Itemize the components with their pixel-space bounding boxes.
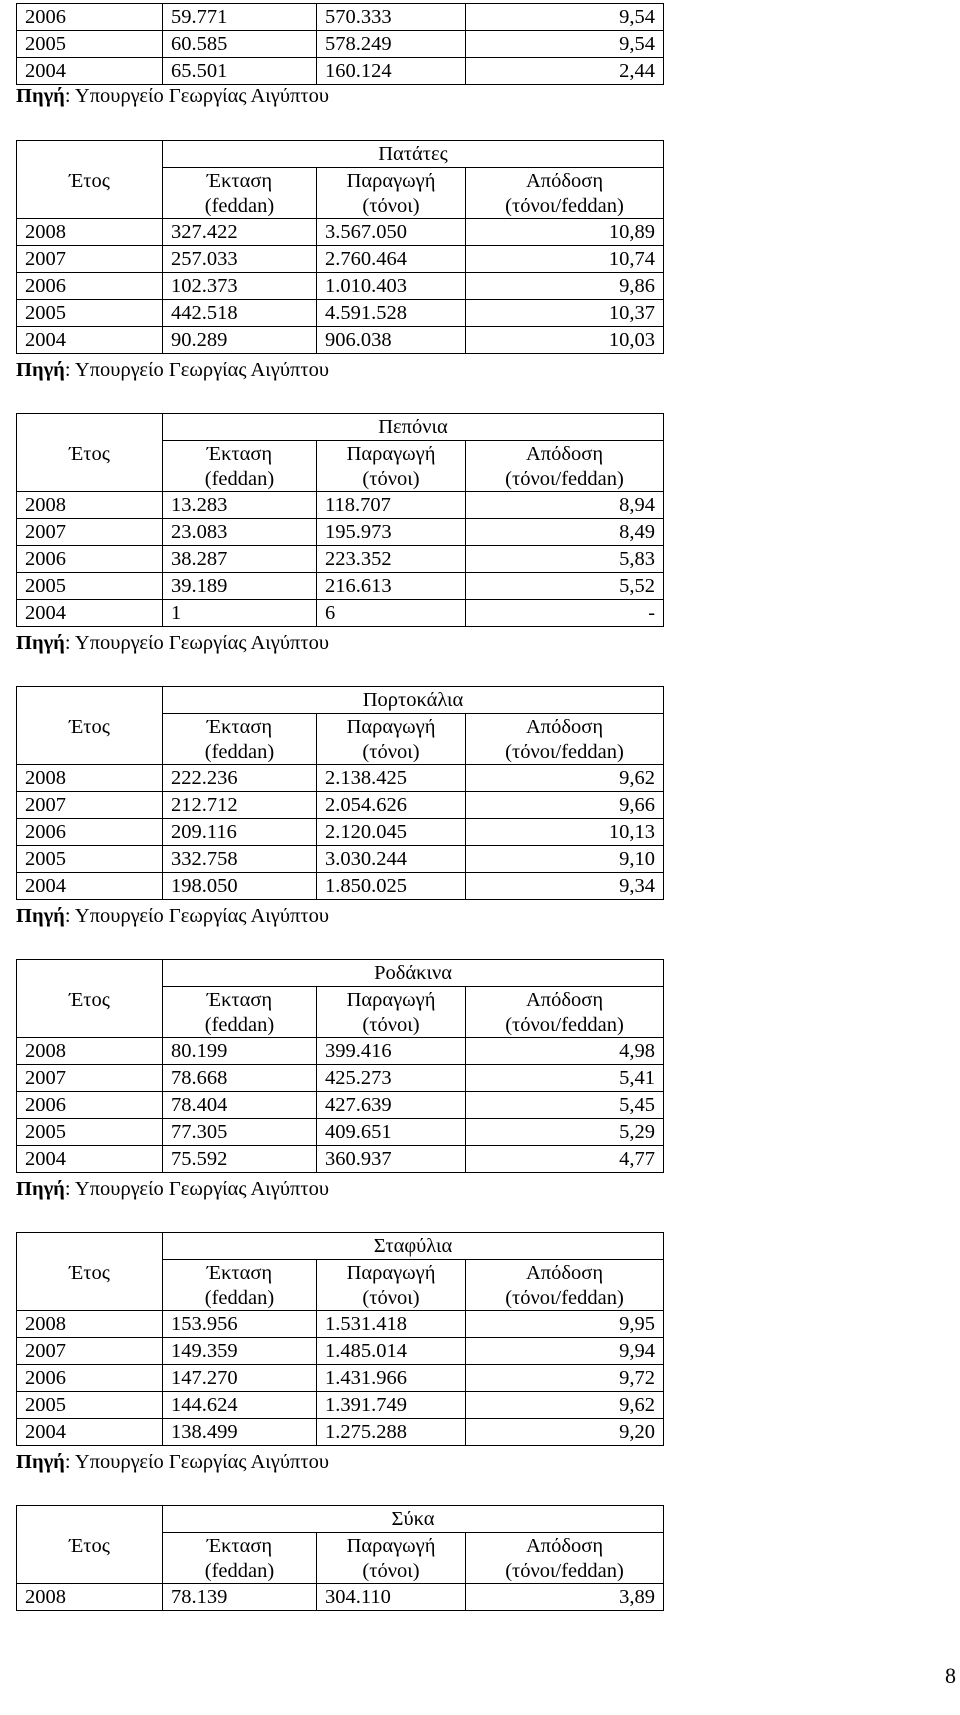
year-header-label: Έτος (69, 988, 110, 1011)
table-row (17, 300, 664, 327)
yield-header-line2: (τόνοι/feddan) (505, 468, 624, 490)
area-header (163, 168, 317, 219)
area-cell: 78.139 (163, 1584, 317, 1611)
production-cell: 1.010.403 (317, 273, 466, 300)
table-row (17, 1365, 664, 1392)
area-cell: 222.236 (163, 765, 317, 792)
yield-cell: 10,13 (466, 819, 664, 846)
empty-cell (17, 1506, 163, 1533)
header-row (17, 1260, 664, 1311)
area-header-line1: Έκταση (206, 443, 273, 465)
production-header (317, 1260, 466, 1311)
year-cell: 2005 (17, 1392, 163, 1419)
area-cell: 13.283 (163, 492, 317, 519)
table-row (17, 327, 664, 354)
year-cell: 2007 (17, 1338, 163, 1365)
year-header (17, 987, 163, 1038)
yield-cell: 9,62 (466, 1392, 664, 1419)
table-row (17, 873, 664, 900)
area-cell: 77.305 (163, 1119, 317, 1146)
production-header-line1: Παραγωγή (346, 443, 436, 465)
table-row (17, 273, 664, 300)
area-header-line1: Έκταση (206, 1535, 273, 1557)
production-header (317, 714, 466, 765)
production-cell: 906.038 (317, 327, 466, 354)
production-cell: 118.707 (317, 492, 466, 519)
table-row (17, 219, 664, 246)
area-header-line1: Έκταση (206, 716, 273, 738)
area-cell: 65.501 (163, 58, 317, 85)
year-cell: 2005 (17, 1119, 163, 1146)
source-label: Πηγή (16, 1451, 65, 1473)
table-row (17, 546, 664, 573)
yield-cell: 9,10 (466, 846, 664, 873)
yield-header (466, 441, 664, 492)
production-cell: 6 (317, 600, 466, 627)
crop-title-row (17, 141, 664, 168)
crop-table (16, 686, 664, 900)
yield-cell: 9,94 (466, 1338, 664, 1365)
production-cell: 304.110 (317, 1584, 466, 1611)
crop-table (16, 959, 664, 1173)
year-cell: 2006 (17, 4, 163, 31)
area-header (163, 1533, 317, 1584)
yield-cell: 9,20 (466, 1419, 664, 1446)
area-cell: 442.518 (163, 300, 317, 327)
production-header-line2: (τόνοι) (362, 1287, 420, 1309)
production-cell: 409.651 (317, 1119, 466, 1146)
table-row (17, 1146, 664, 1173)
area-header-line1: Έκταση (206, 989, 273, 1011)
production-cell: 2.138.425 (317, 765, 466, 792)
year-cell: 2008 (17, 219, 163, 246)
yield-header (466, 168, 664, 219)
yield-cell: 9,95 (466, 1311, 664, 1338)
yield-header-line2: (τόνοι/feddan) (505, 741, 624, 763)
area-cell: 80.199 (163, 1038, 317, 1065)
crop-title-row (17, 1233, 664, 1260)
table-row (17, 1092, 664, 1119)
crop-title: Πεπόνια (163, 414, 664, 441)
source-label: Πηγή (16, 85, 65, 107)
production-cell: 578.249 (317, 31, 466, 58)
year-cell: 2007 (17, 519, 163, 546)
yield-cell: 5,45 (466, 1092, 664, 1119)
crop-table (16, 140, 664, 354)
area-cell: 257.033 (163, 246, 317, 273)
crop-title: Ροδάκινα (163, 960, 664, 987)
table-row (17, 765, 664, 792)
area-cell: 23.083 (163, 519, 317, 546)
year-cell: 2008 (17, 765, 163, 792)
area-header-line2: (feddan) (204, 195, 275, 217)
yield-cell: 4,77 (466, 1146, 664, 1173)
yield-cell: 9,62 (466, 765, 664, 792)
year-cell: 2007 (17, 792, 163, 819)
area-cell: 332.758 (163, 846, 317, 873)
area-cell: 144.624 (163, 1392, 317, 1419)
area-cell: 90.289 (163, 327, 317, 354)
crop-title-row (17, 960, 664, 987)
yield-cell: 8,49 (466, 519, 664, 546)
table-row (17, 819, 664, 846)
year-header (17, 168, 163, 219)
empty-cell (17, 687, 163, 714)
table-row (17, 846, 664, 873)
yield-cell: 10,89 (466, 219, 664, 246)
source-label: Πηγή (16, 905, 65, 927)
year-cell: 2007 (17, 1065, 163, 1092)
crop-title-row (17, 687, 664, 714)
production-cell: 195.973 (317, 519, 466, 546)
production-header-line1: Παραγωγή (346, 170, 436, 192)
source-note (16, 903, 329, 929)
year-cell: 2005 (17, 846, 163, 873)
header-row (17, 714, 664, 765)
yield-header-line1: Απόδοση (525, 1535, 604, 1557)
year-header (17, 1260, 163, 1311)
production-cell: 1.850.025 (317, 873, 466, 900)
production-header-line2: (τόνοι) (362, 468, 420, 490)
production-cell: 360.937 (317, 1146, 466, 1173)
area-header-line2: (feddan) (204, 741, 275, 763)
crop-title: Πορτοκάλια (163, 687, 664, 714)
production-header-line1: Παραγωγή (346, 716, 436, 738)
yield-header-line2: (τόνοι/feddan) (505, 195, 624, 217)
area-header-line2: (feddan) (204, 1560, 275, 1582)
production-header (317, 1533, 466, 1584)
production-cell: 2.054.626 (317, 792, 466, 819)
yield-cell: 5,41 (466, 1065, 664, 1092)
production-header (317, 168, 466, 219)
source-note (16, 1176, 329, 1202)
year-header (17, 1533, 163, 1584)
production-cell: 399.416 (317, 1038, 466, 1065)
year-cell: 2006 (17, 819, 163, 846)
source-note (16, 357, 329, 383)
area-header-line2: (feddan) (204, 1014, 275, 1036)
yield-cell: 9,54 (466, 4, 664, 31)
production-cell: 1.275.288 (317, 1419, 466, 1446)
year-header-label: Έτος (69, 442, 110, 465)
year-cell: 2008 (17, 1038, 163, 1065)
year-cell: 2004 (17, 58, 163, 85)
year-cell: 2006 (17, 1365, 163, 1392)
table-row (17, 58, 664, 85)
area-cell: 102.373 (163, 273, 317, 300)
table-row (17, 1392, 664, 1419)
yield-cell: 4,98 (466, 1038, 664, 1065)
crop-table (16, 413, 664, 627)
source-text: : Υπουργείο Γεωργίας Αιγύπτου (64, 85, 330, 107)
crop-title-row (17, 1506, 664, 1533)
area-cell: 212.712 (163, 792, 317, 819)
production-header-line2: (τόνοι) (362, 195, 420, 217)
production-header-line1: Παραγωγή (346, 989, 436, 1011)
yield-cell: 9,66 (466, 792, 664, 819)
area-cell: 327.422 (163, 219, 317, 246)
production-cell: 425.273 (317, 1065, 466, 1092)
area-cell: 153.956 (163, 1311, 317, 1338)
yield-cell: 9,34 (466, 873, 664, 900)
header-row (17, 1533, 664, 1584)
table-row (17, 492, 664, 519)
area-cell: 75.592 (163, 1146, 317, 1173)
empty-cell (17, 960, 163, 987)
source-text: : Υπουργείο Γεωργίας Αιγύπτου (64, 905, 330, 927)
production-cell: 2.760.464 (317, 246, 466, 273)
yield-cell: - (466, 600, 664, 627)
crop-title: Σταφύλια (163, 1233, 664, 1260)
area-cell: 198.050 (163, 873, 317, 900)
area-cell: 60.585 (163, 31, 317, 58)
production-cell: 3.030.244 (317, 846, 466, 873)
yield-header-line2: (τόνοι/feddan) (505, 1014, 624, 1036)
year-header-label: Έτος (69, 1261, 110, 1284)
year-cell: 2006 (17, 546, 163, 573)
area-cell: 78.668 (163, 1065, 317, 1092)
area-header-line1: Έκταση (206, 170, 273, 192)
production-cell: 223.352 (317, 546, 466, 573)
page-number: 8 (945, 1663, 956, 1688)
table-row (17, 246, 664, 273)
production-header-line2: (τόνοι) (362, 741, 420, 763)
production-header-line2: (τόνοι) (362, 1014, 420, 1036)
table-row (17, 1038, 664, 1065)
production-cell: 1.391.749 (317, 1392, 466, 1419)
yield-header-line1: Απόδοση (525, 170, 604, 192)
source-note (16, 83, 329, 109)
production-cell: 1.531.418 (317, 1311, 466, 1338)
production-header-line1: Παραγωγή (346, 1535, 436, 1557)
table-row (17, 573, 664, 600)
header-row (17, 441, 664, 492)
empty-cell (17, 414, 163, 441)
table-row (17, 519, 664, 546)
production-cell: 4.591.528 (317, 300, 466, 327)
empty-cell (17, 1233, 163, 1260)
year-cell: 2004 (17, 327, 163, 354)
year-cell: 2005 (17, 300, 163, 327)
year-header-label: Έτος (69, 169, 110, 192)
yield-header (466, 1533, 664, 1584)
empty-cell (17, 141, 163, 168)
table-row (17, 4, 664, 31)
yield-cell: 10,03 (466, 327, 664, 354)
area-header-line2: (feddan) (204, 1287, 275, 1309)
crop-table (16, 1505, 664, 1611)
year-cell: 2006 (17, 273, 163, 300)
area-header (163, 1260, 317, 1311)
area-cell: 39.189 (163, 573, 317, 600)
area-header (163, 714, 317, 765)
yield-cell: 9,86 (466, 273, 664, 300)
source-text: : Υπουργείο Γεωργίας Αιγύπτου (64, 1451, 330, 1473)
production-header (317, 441, 466, 492)
crop-table (16, 1232, 664, 1446)
yield-header-line1: Απόδοση (525, 989, 604, 1011)
area-cell: 78.404 (163, 1092, 317, 1119)
yield-cell: 5,52 (466, 573, 664, 600)
yield-cell: 5,83 (466, 546, 664, 573)
yield-cell: 9,54 (466, 31, 664, 58)
table-row (17, 1584, 664, 1611)
header-row (17, 987, 664, 1038)
production-header (317, 987, 466, 1038)
yield-header (466, 714, 664, 765)
yield-header (466, 1260, 664, 1311)
area-cell: 1 (163, 600, 317, 627)
production-header-line1: Παραγωγή (346, 1262, 436, 1284)
year-header (17, 714, 163, 765)
yield-header-line2: (τόνοι/feddan) (505, 1287, 624, 1309)
year-header-label: Έτος (69, 715, 110, 738)
production-cell: 570.333 (317, 4, 466, 31)
production-cell: 2.120.045 (317, 819, 466, 846)
source-text: : Υπουργείο Γεωργίας Αιγύπτου (64, 632, 330, 654)
source-label: Πηγή (16, 632, 65, 654)
table-row (17, 1338, 664, 1365)
source-label: Πηγή (16, 1178, 65, 1200)
yield-header-line1: Απόδοση (525, 716, 604, 738)
production-header-line2: (τόνοι) (362, 1560, 420, 1582)
production-cell: 1.485.014 (317, 1338, 466, 1365)
area-header-line1: Έκταση (206, 1262, 273, 1284)
area-cell: 59.771 (163, 4, 317, 31)
year-cell: 2005 (17, 573, 163, 600)
source-text: : Υπουργείο Γεωργίας Αιγύπτου (64, 1178, 330, 1200)
header-row (17, 168, 664, 219)
yield-cell: 10,37 (466, 300, 664, 327)
yield-cell: 2,44 (466, 58, 664, 85)
crop-title: Σύκα (163, 1506, 664, 1533)
yield-cell: 8,94 (466, 492, 664, 519)
year-cell: 2008 (17, 1311, 163, 1338)
yield-cell: 9,72 (466, 1365, 664, 1392)
year-cell: 2007 (17, 246, 163, 273)
yield-header-line1: Απόδοση (525, 1262, 604, 1284)
production-cell: 216.613 (317, 573, 466, 600)
year-cell: 2008 (17, 1584, 163, 1611)
table-row (17, 31, 664, 58)
source-label: Πηγή (16, 359, 65, 381)
area-cell: 147.270 (163, 1365, 317, 1392)
area-cell: 138.499 (163, 1419, 317, 1446)
year-cell: 2004 (17, 1419, 163, 1446)
production-cell: 427.639 (317, 1092, 466, 1119)
year-cell: 2008 (17, 492, 163, 519)
area-cell: 209.116 (163, 819, 317, 846)
yield-cell: 5,29 (466, 1119, 664, 1146)
yield-header-line1: Απόδοση (525, 443, 604, 465)
production-cell: 160.124 (317, 58, 466, 85)
table-row (17, 792, 664, 819)
yield-cell: 3,89 (466, 1584, 664, 1611)
table-row (17, 600, 664, 627)
source-note (16, 630, 329, 656)
area-header (163, 987, 317, 1038)
table-row (17, 1119, 664, 1146)
year-cell: 2005 (17, 31, 163, 58)
source-note (16, 1449, 329, 1475)
year-cell: 2006 (17, 1092, 163, 1119)
area-cell: 38.287 (163, 546, 317, 573)
yield-cell: 10,74 (466, 246, 664, 273)
area-header (163, 441, 317, 492)
yield-header (466, 987, 664, 1038)
crop-title-row (17, 414, 664, 441)
crop-title: Πατάτες (163, 141, 664, 168)
area-header-line2: (feddan) (204, 468, 275, 490)
year-cell: 2004 (17, 600, 163, 627)
year-cell: 2004 (17, 873, 163, 900)
year-header-label: Έτος (69, 1534, 110, 1557)
source-text: : Υπουργείο Γεωργίας Αιγύπτου (64, 359, 330, 381)
production-cell: 3.567.050 (317, 219, 466, 246)
area-cell: 149.359 (163, 1338, 317, 1365)
table-row (17, 1065, 664, 1092)
continued-table (16, 3, 664, 85)
yield-header-line2: (τόνοι/feddan) (505, 1560, 624, 1582)
table-row (17, 1311, 664, 1338)
year-cell: 2004 (17, 1146, 163, 1173)
table-row (17, 1419, 664, 1446)
year-header (17, 441, 163, 492)
production-cell: 1.431.966 (317, 1365, 466, 1392)
